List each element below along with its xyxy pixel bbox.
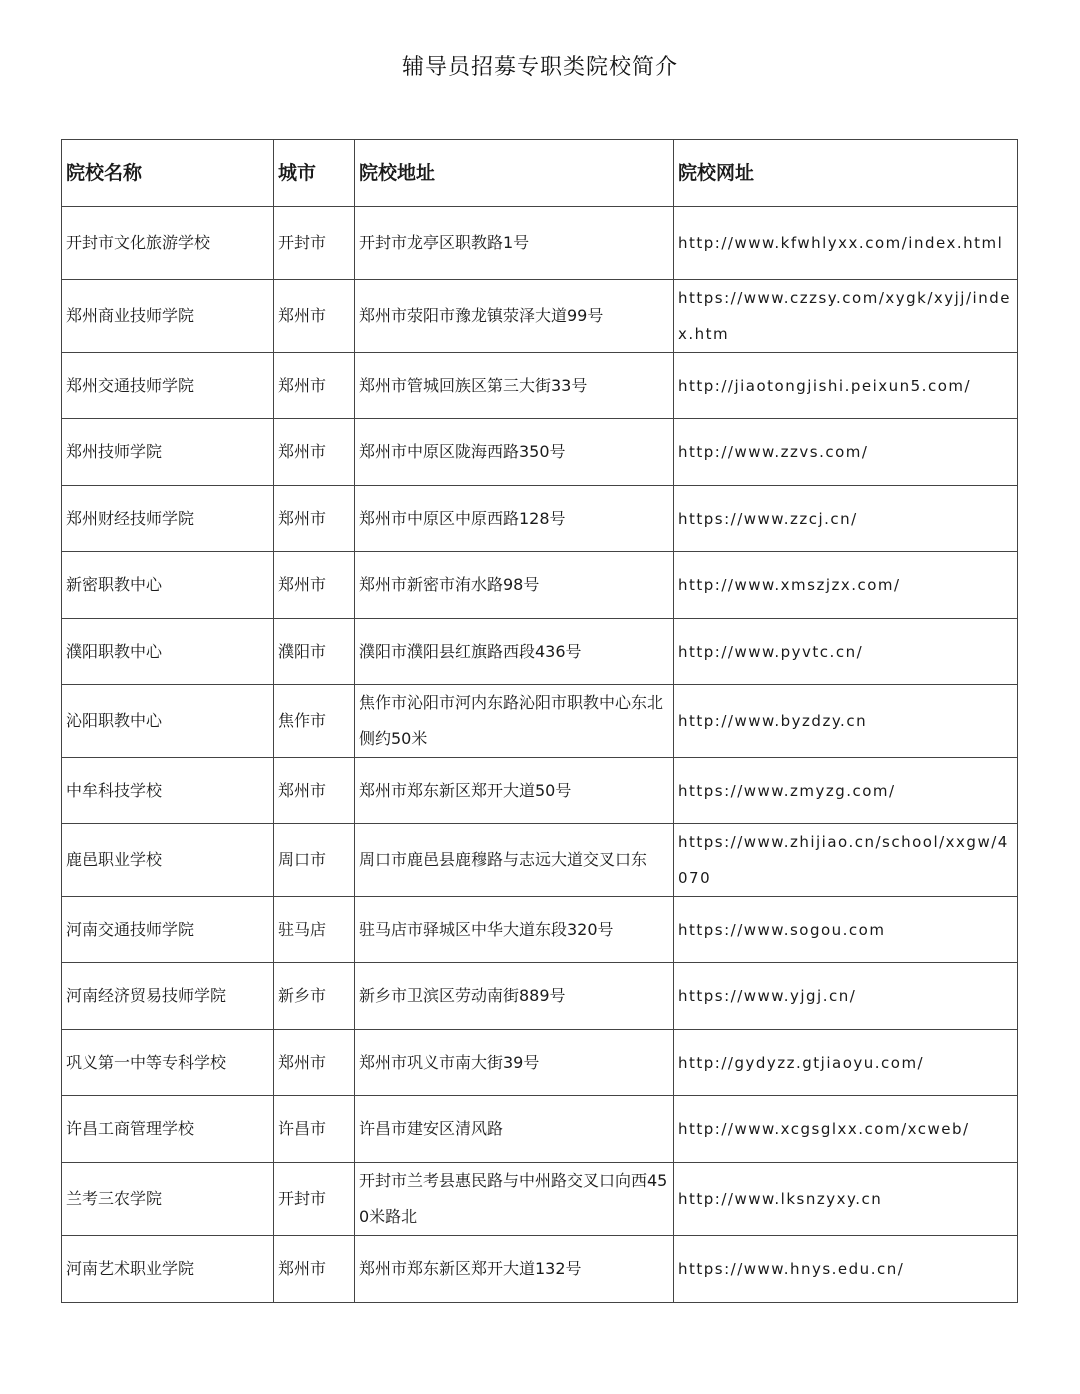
cell-city: 郑州市 bbox=[274, 1236, 355, 1303]
cell-school-name: 河南经济贸易技师学院 bbox=[62, 963, 274, 1030]
cell-website: https://www.hnys.edu.cn/ bbox=[674, 1236, 1018, 1303]
cell-address: 郑州市管城回族区第三大街33号 bbox=[355, 353, 674, 419]
cell-city: 驻马店 bbox=[274, 897, 355, 963]
cell-address: 郑州市中原区中原西路128号 bbox=[355, 486, 674, 552]
header-school-name: 院校名称 bbox=[62, 140, 274, 207]
table-row bbox=[62, 619, 1018, 685]
cell-website: https://www.zhijiao.cn/school/xxgw/4070 bbox=[674, 824, 1018, 897]
cell-school-name: 鹿邑职业学校 bbox=[62, 824, 274, 897]
cell-city: 周口市 bbox=[274, 824, 355, 897]
table-row bbox=[62, 486, 1018, 552]
cell-address: 郑州市新密市洧水路98号 bbox=[355, 552, 674, 619]
cell-city: 郑州市 bbox=[274, 280, 355, 353]
cell-school-name: 郑州财经技师学院 bbox=[62, 486, 274, 552]
table-row bbox=[62, 1163, 1018, 1236]
cell-city: 郑州市 bbox=[274, 552, 355, 619]
cell-address: 郑州市郑东新区郑开大道50号 bbox=[355, 758, 674, 824]
table-row bbox=[62, 824, 1018, 897]
table-row bbox=[62, 1030, 1018, 1096]
header-address: 院校地址 bbox=[355, 140, 674, 207]
cell-city: 郑州市 bbox=[274, 1030, 355, 1096]
cell-website: http://www.xcgsglxx.com/xcweb/ bbox=[674, 1096, 1018, 1163]
cell-school-name: 郑州技师学院 bbox=[62, 419, 274, 486]
cell-school-name: 郑州交通技师学院 bbox=[62, 353, 274, 419]
table-row bbox=[62, 280, 1018, 353]
cell-website: http://gydyzz.gtjiaoyu.com/ bbox=[674, 1030, 1018, 1096]
cell-address: 周口市鹿邑县鹿穆路与志远大道交叉口东 bbox=[355, 824, 674, 897]
table-row bbox=[62, 1096, 1018, 1163]
cell-city: 郑州市 bbox=[274, 353, 355, 419]
table-row bbox=[62, 552, 1018, 619]
cell-school-name: 开封市文化旅游学校 bbox=[62, 207, 274, 280]
schools-table bbox=[61, 139, 1018, 1303]
cell-address: 驻马店市驿城区中华大道东段320号 bbox=[355, 897, 674, 963]
cell-school-name: 巩义第一中等专科学校 bbox=[62, 1030, 274, 1096]
cell-school-name: 中牟科技学校 bbox=[62, 758, 274, 824]
cell-website: https://www.czzsy.com/xygk/xyjj/index.htm bbox=[674, 280, 1018, 353]
table-header-row bbox=[62, 140, 1018, 207]
cell-city: 新乡市 bbox=[274, 963, 355, 1030]
table-row bbox=[62, 1236, 1018, 1303]
cell-website: http://www.byzdzy.cn bbox=[674, 685, 1018, 758]
cell-city: 郑州市 bbox=[274, 758, 355, 824]
cell-website: http://www.zzvs.com/ bbox=[674, 419, 1018, 486]
cell-address: 开封市龙亭区职教路1号 bbox=[355, 207, 674, 280]
cell-school-name: 许昌工商管理学校 bbox=[62, 1096, 274, 1163]
cell-address: 郑州市荥阳市豫龙镇荥泽大道99号 bbox=[355, 280, 674, 353]
cell-website: http://www.lksnzyxy.cn bbox=[674, 1163, 1018, 1236]
cell-address: 新乡市卫滨区劳动南街889号 bbox=[355, 963, 674, 1030]
cell-address: 开封市兰考县惠民路与中州路交叉口向西450米路北 bbox=[355, 1163, 674, 1236]
cell-city: 开封市 bbox=[274, 207, 355, 280]
cell-website: http://www.pyvtc.cn/ bbox=[674, 619, 1018, 685]
cell-city: 许昌市 bbox=[274, 1096, 355, 1163]
header-city: 城市 bbox=[274, 140, 355, 207]
page-title: 辅导员招募专职类院校简介 bbox=[401, 55, 678, 80]
cell-city: 郑州市 bbox=[274, 419, 355, 486]
cell-school-name: 兰考三农学院 bbox=[62, 1163, 274, 1236]
cell-website: https://www.yjgj.cn/ bbox=[674, 963, 1018, 1030]
cell-address: 郑州市中原区陇海西路350号 bbox=[355, 419, 674, 486]
cell-address: 郑州市郑东新区郑开大道132号 bbox=[355, 1236, 674, 1303]
table-row bbox=[62, 897, 1018, 963]
cell-website: http://jiaotongjishi.peixun5.com/ bbox=[674, 353, 1018, 419]
cell-school-name: 河南艺术职业学院 bbox=[62, 1236, 274, 1303]
cell-website: https://www.zzcj.cn/ bbox=[674, 486, 1018, 552]
cell-website: https://www.zmyzg.com/ bbox=[674, 758, 1018, 824]
cell-address: 郑州市巩义市南大街39号 bbox=[355, 1030, 674, 1096]
table-row bbox=[62, 419, 1018, 486]
table-row bbox=[62, 758, 1018, 824]
cell-website: http://www.xmszjzx.com/ bbox=[674, 552, 1018, 619]
cell-school-name: 河南交通技师学院 bbox=[62, 897, 274, 963]
cell-website: https://www.sogou.com bbox=[674, 897, 1018, 963]
cell-city: 开封市 bbox=[274, 1163, 355, 1236]
cell-city: 濮阳市 bbox=[274, 619, 355, 685]
cell-address: 许昌市建安区清风路 bbox=[355, 1096, 674, 1163]
table-row bbox=[62, 353, 1018, 419]
cell-school-name: 新密职教中心 bbox=[62, 552, 274, 619]
cell-city: 郑州市 bbox=[274, 486, 355, 552]
cell-address: 濮阳市濮阳县红旗路西段436号 bbox=[355, 619, 674, 685]
header-website: 院校网址 bbox=[674, 140, 1018, 207]
table-row bbox=[62, 963, 1018, 1030]
cell-school-name: 郑州商业技师学院 bbox=[62, 280, 274, 353]
table-row bbox=[62, 207, 1018, 280]
cell-school-name: 沁阳职教中心 bbox=[62, 685, 274, 758]
cell-school-name: 濮阳职教中心 bbox=[62, 619, 274, 685]
cell-address: 焦作市沁阳市河内东路沁阳市职教中心东北侧约50米 bbox=[355, 685, 674, 758]
cell-website: http://www.kfwhlyxx.com/index.html bbox=[674, 207, 1018, 280]
table-row bbox=[62, 685, 1018, 758]
cell-city: 焦作市 bbox=[274, 685, 355, 758]
